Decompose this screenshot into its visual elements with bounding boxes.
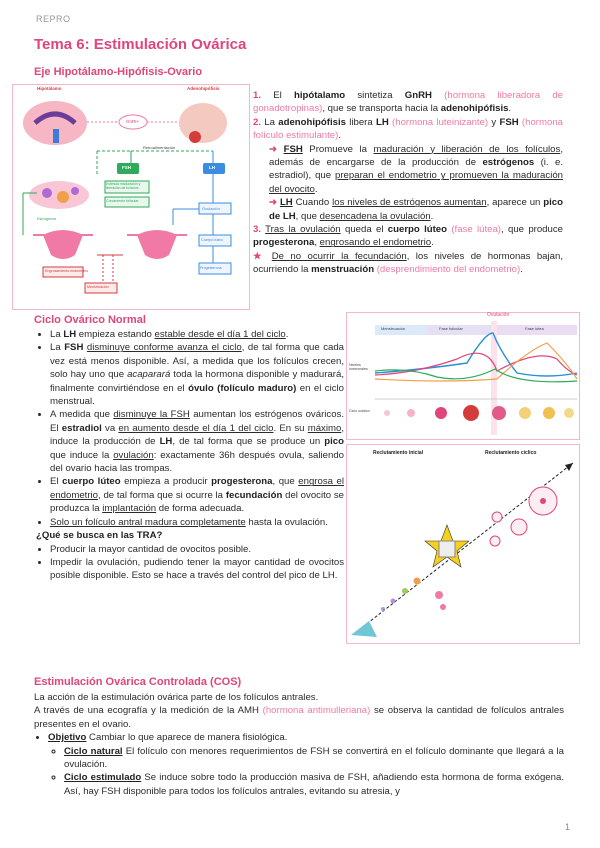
chart-label-ovulacion: Ovulación	[487, 312, 510, 318]
uterus-icon-right	[127, 230, 187, 259]
cos-list	[34, 731, 564, 798]
pituitary-icon	[179, 103, 227, 143]
list-item: • La FSH disminuye conforme avanza el ciclo, de tal forma que cada vez está menos disponible. Así, a medida que los folículos crecen, solo hay uno que acaparará toda la hormona disponible y madurará, finalmente convirtiéndose en el óvulo (folículo maduro) en el ciclo menstrual.	[50, 341, 344, 408]
diag-label-retro: Retroalimentación	[143, 145, 176, 150]
chart-phase-lutea: Fase lútea	[525, 326, 544, 331]
cos-text-block	[34, 691, 564, 798]
para-menstruacion: ★ De no ocurrir la fecundación, los niveles de hormonas bajan, ocurriendo la menstruación (desprendimiento del endometrio).	[253, 250, 563, 276]
follicle-recruitment-figure	[346, 444, 580, 644]
estradiol-line	[375, 353, 577, 375]
axis-text-block	[253, 89, 563, 277]
primordial-pool-icon	[351, 621, 377, 637]
page-number: 1	[564, 822, 570, 832]
diag-label-menstruacion: Menstruación	[87, 285, 109, 289]
uterus-icon-left	[33, 230, 93, 259]
diag-label-gnrh: GnRH	[126, 119, 139, 124]
diag-label-crecimiento: Crecimiento folicular	[106, 199, 139, 203]
page-title: Tema 6: Estimulación Ovárica	[34, 36, 247, 53]
para-lh: ➜ LH Cuando los niveles de estrógenos aumentan, aparece un pico de LH, que desencadena la ovulación.	[269, 197, 563, 222]
diag-label-progesterona: Progesterona	[200, 266, 222, 270]
hormone-axis-diagram	[12, 84, 250, 310]
diag-label-fsh: FSH	[122, 165, 131, 170]
list-item: • Solo un folículo antral madura completamente hasta la ovulación.	[50, 516, 344, 529]
cos-intro: La acción de la estimulación ovárica parte de los folículos antrales.	[34, 692, 319, 703]
diag-label-lh: LH	[209, 165, 215, 170]
list-item: ◦ Ciclo natural El folículo con menores requerimientos de FSH se convertirá en el folículo dominante que llegará a la ovulación.	[64, 745, 564, 772]
diag-label-endometrio: Engrosamiento endometrio	[45, 269, 89, 273]
follicle-svg	[347, 445, 579, 643]
tra-question: ¿Qué se busca en las TRA?	[36, 530, 163, 542]
pituitary-gland	[189, 131, 201, 143]
document-header: REPRO	[36, 14, 71, 24]
chart-phase-menstruacion: Menstruación	[381, 326, 406, 331]
diag-label-cuerpo-luteo: Cuerpo lúteo	[201, 238, 223, 242]
para-fsh: ➜ FSH Promueve la maduración y liberación de los folículos, además de encargarse de la producción de estrógenos (i. e. estradiol), que preparan el endometrio y promueven la maduración del ovocito.	[269, 143, 563, 195]
chart-axis-hormonal: Niveles hormonales	[349, 363, 368, 371]
list-item: • Impedir la ovulación, pudiendo tener la mayor cantidad de ovocitos posible disponible. Esto se hace a través del control del pico de LH.	[50, 556, 344, 583]
label-reclutamiento-inicial: Reclutamiento inicial	[373, 450, 424, 456]
ciclo-list	[36, 328, 344, 529]
para-hipotalamo: 1. El hipótalamo sintetiza GnRH (hormona liberadora de gonadotropinas), que se transporta hacia la adenohipófisis.	[253, 90, 563, 115]
para-adenohipofisis: 2. La adenohipófisis libera LH (hormona luteinizante) y FSH (hormona folículo estimulante).	[253, 116, 563, 142]
section-heading-cos: Estimulación Ovárica Controlada (COS)	[34, 676, 242, 688]
diag-label-ovulacion: Ovulación	[202, 206, 220, 211]
lh-line	[375, 333, 577, 376]
hormone-cycle-chart	[346, 312, 580, 440]
list-item: ◦ Ciclo estimulado Se induce sobre todo la producción masiva de FSH, añadiendo esta hormona de forma exógena. Así, hay FSH disponible para todos los folículos antrales, evitando su atresia, y	[64, 771, 564, 798]
list-item: • La LH empieza estando estable desde el día 1 del ciclo.	[50, 328, 344, 341]
chart-axis-ovarico: Ciclo ovárico	[349, 409, 370, 413]
label-reclutamiento-ciclico: Reclutamiento cíclico	[485, 450, 537, 456]
list-item: • Objetivo Cambiar lo que aparece de manera fisiológica. ◦ Ciclo natural El folículo con menores requerimientos de FSH se convertirá en el folículo dominante que llegará a la ovulación. ◦ Ciclo estimulado Se induce sobre todo la producción masiva de FSH, añadiendo esta hormona de forma exógena. Así, hay FSH disponible para todos los folículos antrales, evitando su atresia, y	[48, 731, 564, 798]
para-cuerpo-luteo: 3. Tras la ovulación queda el cuerpo lúteo (fase lútea), que produce progesterona, engrosando el endometrio.	[253, 224, 563, 249]
chart-phase-folicular: Fase folicular	[439, 326, 463, 331]
diag-label-estrogenos: Estrógenos	[37, 217, 57, 221]
list-item: • El cuerpo lúteo empieza a producir progesterona, que engrosa el endometrio, de tal forma que si ocurre la fecundación del ovocito se produzca la implantación de forma adecuada.	[50, 475, 344, 515]
diag-label-estimula: Estimula maduración y liberación de folículos	[106, 182, 141, 190]
ciclo-list-block	[36, 328, 344, 583]
pituitary-stalk	[53, 129, 59, 143]
hormone-chart-svg	[347, 313, 579, 439]
section-heading-ciclo: Ciclo Ovárico Normal	[34, 314, 146, 326]
section-heading-eje: Eje Hipotálamo-Hipófisis-Ovario	[34, 66, 203, 78]
diag-label-hipotalamo: Hipotálamo	[37, 86, 62, 91]
diag-label-adenohipofisis: Adenohipófisis	[187, 86, 220, 91]
cos-ecografia: A través de una ecografía y la medición de la AMH (hormona antimulleriana) se observa la cantidad de folículos antrales presentes en el ovario.	[34, 705, 564, 730]
tra-list	[36, 543, 344, 583]
list-item: • A medida que disminuye la FSH aumentan los estrógenos ováricos. El estradiol va en aumento desde el día 1 del ciclo. En su máximo, induce la producción de LH, de tal forma que se produce un pico que induce la ovulación: exactamente 36h después ovula, saliendo del ovario hacia las trompas.	[50, 408, 344, 475]
list-item: • Producir la mayor cantidad de ovocitos posible.	[50, 543, 344, 556]
